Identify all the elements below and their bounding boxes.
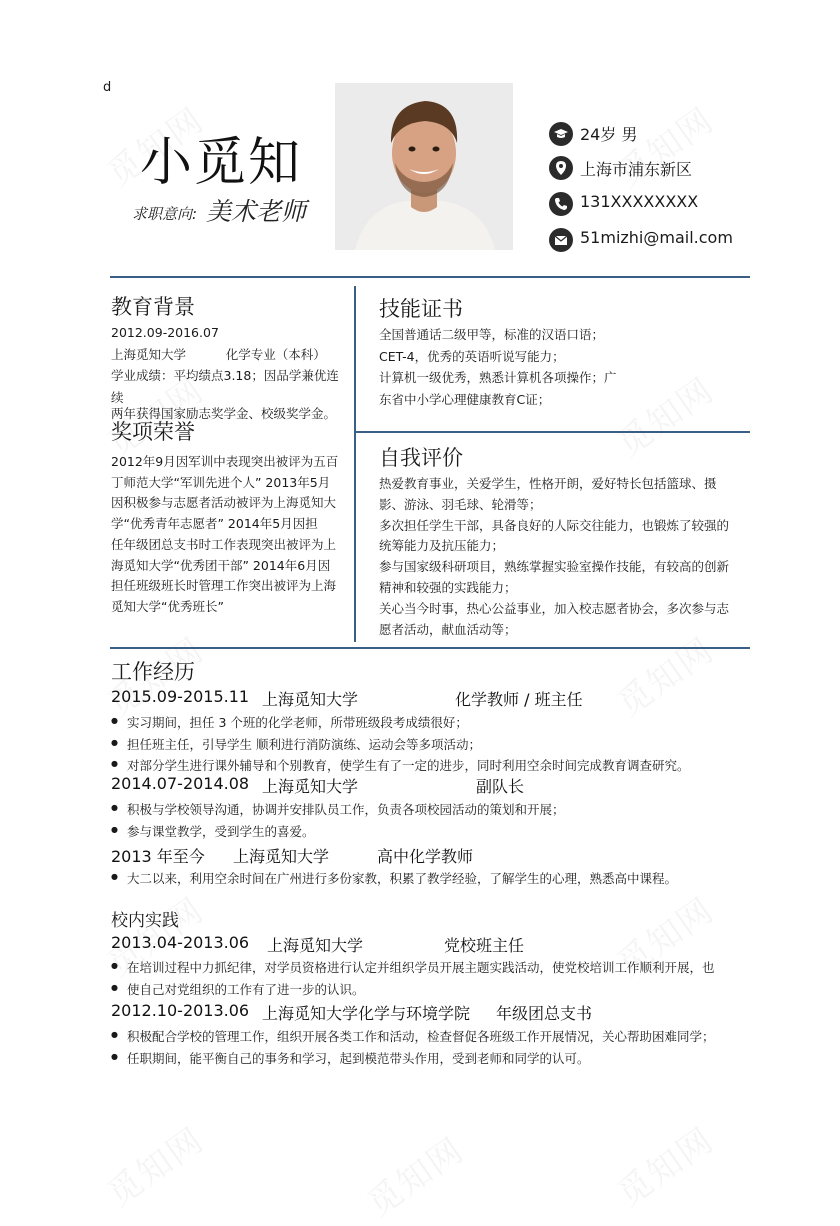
bullet-item: ● 实习期间，担任 3 个班的化学老师，所带班级段考成绩很好； (127, 713, 468, 731)
bullet-item: ● 任职期间，能平衡自己的事务和学习，起到模范带头作用，受到老师和同学的认可。 (127, 1049, 590, 1067)
skills-body (379, 324, 739, 410)
self-eval-line: 关心当今时事，热心公益事业，加入校志愿者协会，多次参与志 (379, 600, 730, 616)
education-body (111, 322, 347, 425)
objective-label: 求职意向: (132, 205, 198, 223)
bullet-item: ● 使自己对党组织的工作有了进一步的认识。 (127, 980, 365, 998)
job-role: 化学教师 / 班主任 (455, 690, 583, 709)
education-line: 两年获得国家励志奖学金、校级奖学金。 (111, 406, 337, 421)
skills-line: CET-4，优秀的英语听说写能力； (379, 348, 565, 364)
phone-icon (549, 192, 573, 216)
job-org: 上海觅知大学 (262, 777, 359, 796)
objective-value: 美术老师 (206, 197, 307, 226)
skills-line: 东省中小学心理健康教育C证； (379, 391, 551, 407)
education-title: 教育背景 (111, 295, 195, 319)
awards-line: 觅知大学“优秀班长” (111, 598, 224, 614)
graduation-cap-icon (549, 122, 573, 146)
awards-line: 海觅知大学“优秀团干部” 2014年6月因 (111, 557, 331, 573)
job-role: 党校班主任 (444, 936, 525, 955)
work-title: 工作经历 (111, 660, 195, 684)
job-role: 年级团总支书 (496, 1004, 593, 1023)
skills-line: 计算机一级优秀，熟悉计算机各项操作；广 (379, 370, 617, 385)
portrait-photo (335, 83, 513, 250)
bullet-item: ● 积极与学校领导沟通，协调并安排队员工作，负责各项校园活动的策划和开展； (127, 800, 565, 818)
education-line: 上海觅知大学 化学专业（本科） (111, 346, 326, 362)
awards-line: 2012年9月因军训中表现突出被评为五百 (111, 454, 339, 469)
self-eval-line: 影、游泳、羽毛球、轮滑等； (379, 496, 542, 512)
address: 上海市浦东新区 (580, 160, 693, 179)
bullet-item: ● 对部分学生进行课外辅导和个别教育，使学生有了一定的进步，同时利用空余时间完成教育调查研究。 (127, 756, 690, 774)
watermark (356, 1123, 473, 1225)
awards-body (111, 452, 351, 618)
awards-title: 奖项荣誉 (111, 420, 195, 444)
awards-line: 学“优秀青年志愿者” 2014年5月因担 (111, 516, 318, 532)
self-eval-line: 统筹能力及抗压能力； (379, 538, 505, 554)
mail-icon (549, 228, 573, 252)
education-line: 学业成绩：平均绩点3.18；因品学兼优连续 (111, 368, 339, 405)
job-date: 2014.07-2014.08 (111, 774, 250, 793)
divider-top (110, 276, 750, 278)
awards-line: 因积极参与志愿者活动被评为上海觅知大 (111, 495, 337, 511)
education-line: 2012.09-2016.07 (111, 325, 219, 340)
corner-mark: d (103, 80, 112, 95)
job-role: 副队长 (476, 777, 525, 796)
skills-title: 技能证书 (379, 297, 463, 321)
job-org: 上海觅知大学化学与环境学院 (262, 1004, 471, 1023)
awards-line: 丁师范大学“军训先进个人” 2013年5月 (111, 474, 331, 490)
job-date: 2013.04-2013.06 (111, 933, 250, 952)
self-eval-body (379, 474, 744, 640)
job-org: 上海觅知大学 (262, 690, 359, 709)
self-eval-title: 自我评价 (379, 446, 463, 470)
awards-line: 担任班级班长时管理工作突出被评为上海 (111, 578, 337, 594)
job-date: 2015.09-2015.11 (111, 687, 250, 706)
bullet-item: ● 参与课堂教学，受到学生的喜爱。 (127, 822, 315, 840)
self-eval-line: 愿者活动，献血活动等； (379, 621, 517, 637)
self-eval-line: 多次担任学生干部，具备良好的人际交往能力，也锻炼了较强的 (379, 517, 730, 533)
job-org: 上海觅知大学 (267, 936, 364, 955)
practice-title: 校内实践 (111, 911, 179, 931)
watermark (96, 1113, 213, 1215)
divider-middle (354, 431, 750, 433)
bullet-item: ● 积极配合学校的管理工作，组织开展各类工作和活动，检查督促各班级工作开展情况，关心帮助困难同学； (127, 1027, 715, 1045)
job-date: 2013 年至今 (111, 847, 205, 866)
bullet-item: ● 担任班主任，引导学生 顺利进行消防演练、运动会等多项活动； (127, 735, 481, 753)
self-eval-line: 参与国家级科研项目，熟练掌握实验室操作技能，有较高的创新 (379, 559, 730, 575)
location-pin-icon (549, 156, 573, 180)
bullet-item: ● 在培训过程中力抓纪律，对学员资格进行认定并组织学员开展主题实践活动，使党校培训工作顺利开展，也 (127, 958, 715, 976)
divider-bottom (110, 647, 750, 649)
email-address: 51mizhi@mail.com (580, 228, 733, 247)
job-date: 2012.10-2013.06 (111, 1001, 250, 1020)
awards-line: 任年级团总支书时工作表现突出被评为上 (111, 536, 337, 552)
watermark (606, 1113, 723, 1215)
divider-vertical (354, 286, 356, 642)
candidate-name: 小觅知 (140, 133, 303, 193)
self-eval-line: 精神和较强的实践能力； (379, 579, 517, 595)
bullet-item: ● 大二以来，利用空余时间在广州进行多份家教，积累了教学经验，了解学生的心理，熟悉高中课程。 (127, 869, 677, 887)
skills-line: 全国普通话二级甲等，标准的汉语口语； (379, 327, 605, 342)
age-gender: 24岁 男 (580, 125, 638, 144)
job-org: 上海觅知大学 (233, 847, 330, 866)
job-role: 高中化学教师 (377, 847, 474, 866)
phone-number: 131XXXXXXXX (580, 192, 699, 211)
self-eval-line: 热爱教育事业，关爱学生，性格开朗，爱好特长包括篮球、摄 (379, 476, 717, 491)
